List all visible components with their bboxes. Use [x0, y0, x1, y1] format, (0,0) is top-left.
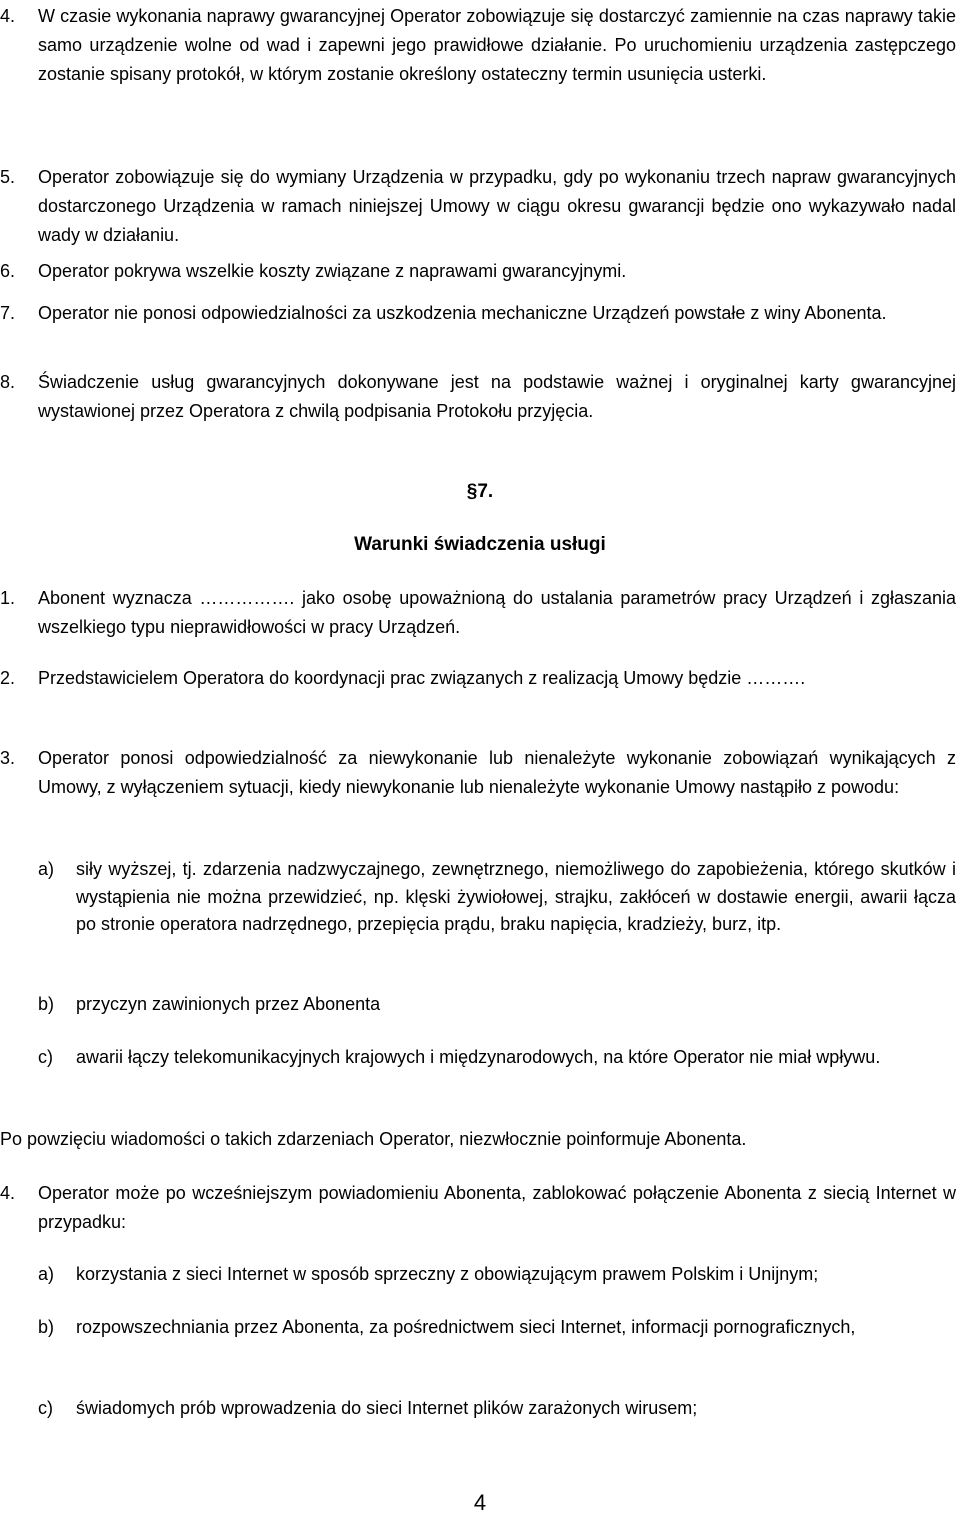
sub-list-item — [38, 991, 956, 1019]
item-number: 1. — [0, 588, 16, 608]
item-number: 4. — [0, 1183, 16, 1203]
sub-list-item — [38, 1395, 956, 1423]
sub-item-text: siły wyższej, tj. zdarzenia nadzwyczajnego, zewnętrznego, niemożliwego do zapobieżenia, którego skutków i wystąpienia nie można przewidzieć, np. klęski żywiołowej, strajku, zakłóceń w dostawie energii, awarii łącza po stronie operatora nadrzędnego, przepięcia prądu, braku napięcia, kradzieży, burz, itp. — [76, 859, 956, 934]
list-item — [0, 257, 956, 286]
item-number: 6. — [0, 261, 16, 281]
sub-item-letter: c) — [38, 1047, 53, 1067]
sub-item-letter: c) — [38, 1398, 53, 1418]
item-text: Abonent wyznacza ……………. jako osobę upoważnioną do ustalania parametrów pracy Urządzeń i zgłaszania wszelkiego typu nieprawidłowości w pracy Urządzeń. — [38, 588, 956, 637]
item-text: W czasie wykonania naprawy gwarancyjnej Operator zobowiązuje się dostarczyć zamiennie na czas naprawy takie samo urządzenie wolne od wad i zapewni jego prawidłowe działanie. Po uruchomieniu urządzenia zastępczego zostanie spisany protokół, w którym zostanie określony ostateczny termin usunięcia usterki. — [38, 6, 956, 84]
sub-item-letter: a) — [38, 1264, 55, 1284]
list-item — [0, 299, 956, 328]
item-text: Operator może po wcześniejszym powiadomieniu Abonenta, zablokować połączenie Abonenta z siecią Internet w przypadku: — [38, 1183, 956, 1232]
list-item — [0, 744, 956, 802]
sub-list-item — [38, 1314, 956, 1342]
list-item — [0, 2, 956, 89]
sub-item-letter: b) — [38, 994, 55, 1014]
item-text: Przedstawicielem Operatora do koordynacji prac związanych z realizacją Umowy będzie ………. — [38, 668, 806, 688]
note-paragraph: Po powzięciu wiadomości o takich zdarzeniach Operator, niezwłocznie poinformuje Abonenta. — [0, 1129, 747, 1149]
sub-item-letter: a) — [38, 859, 55, 879]
item-number: 2. — [0, 668, 16, 688]
page-number: 4 — [473, 1490, 487, 1515]
list-item — [0, 1179, 956, 1237]
sub-list-item — [38, 856, 956, 939]
list-item — [0, 163, 956, 250]
section-title: Warunki świadczenia usługi — [354, 534, 606, 555]
section-heading — [0, 477, 960, 506]
sub-item-text: świadomych prób wprowadzenia do sieci Internet plików zarażonych wirusem; — [76, 1398, 698, 1418]
sub-item-letter: b) — [38, 1317, 55, 1337]
item-number: 7. — [0, 303, 16, 323]
sub-item-text: awarii łączy telekomunikacyjnych krajowych i międzynarodowych, na które Operator nie miał wpływu. — [76, 1047, 881, 1067]
item-number: 5. — [0, 167, 16, 187]
item-text: Operator zobowiązuje się do wymiany Urządzenia w przypadku, gdy po wykonaniu trzech napraw gwarancyjnych dostarczonego Urządzenia w ramach niniejszej Umowy w ciągu okresu gwarancji będzie ono wykazywało nadal wady w działaniu. — [38, 167, 956, 245]
list-item — [0, 664, 956, 693]
item-number: 4. — [0, 6, 16, 26]
list-item — [0, 368, 956, 426]
sub-list-item — [38, 1044, 956, 1072]
item-number: 8. — [0, 372, 16, 392]
section-number: §7. — [466, 481, 494, 502]
item-text: Operator nie ponosi odpowiedzialności za uszkodzenia mechaniczne Urządzeń powstałe z winy Abonenta. — [38, 303, 887, 323]
sub-list-item — [38, 1261, 956, 1289]
item-number: 3. — [0, 748, 16, 768]
sub-item-text: przyczyn zawinionych przez Abonenta — [76, 994, 381, 1014]
section-title-block — [0, 530, 960, 559]
list-item — [0, 584, 956, 642]
sub-item-text: rozpowszechniania przez Abonenta, za pośrednictwem sieci Internet, informacji pornograficznych, — [76, 1317, 856, 1337]
sub-item-text: korzystania z sieci Internet w sposób sprzeczny z obowiązującym prawem Polskim i Unijnym; — [76, 1264, 819, 1284]
item-text: Operator ponosi odpowiedzialność za niewykonanie lub nienależyte wykonanie zobowiązań wynikających z Umowy, z wyłączeniem sytuacji, kiedy niewykonanie lub nienależyte wykonanie Umowy nastąpiło z powodu: — [38, 748, 956, 797]
item-text: Operator pokrywa wszelkie koszty związane z naprawami gwarancyjnymi. — [38, 261, 627, 281]
item-text: Świadczenie usług gwarancyjnych dokonywane jest na podstawie ważnej i oryginalnej karty gwarancyjnej wystawionej przez Operatora z chwilą podpisania Protokołu przyjęcia. — [38, 372, 956, 421]
